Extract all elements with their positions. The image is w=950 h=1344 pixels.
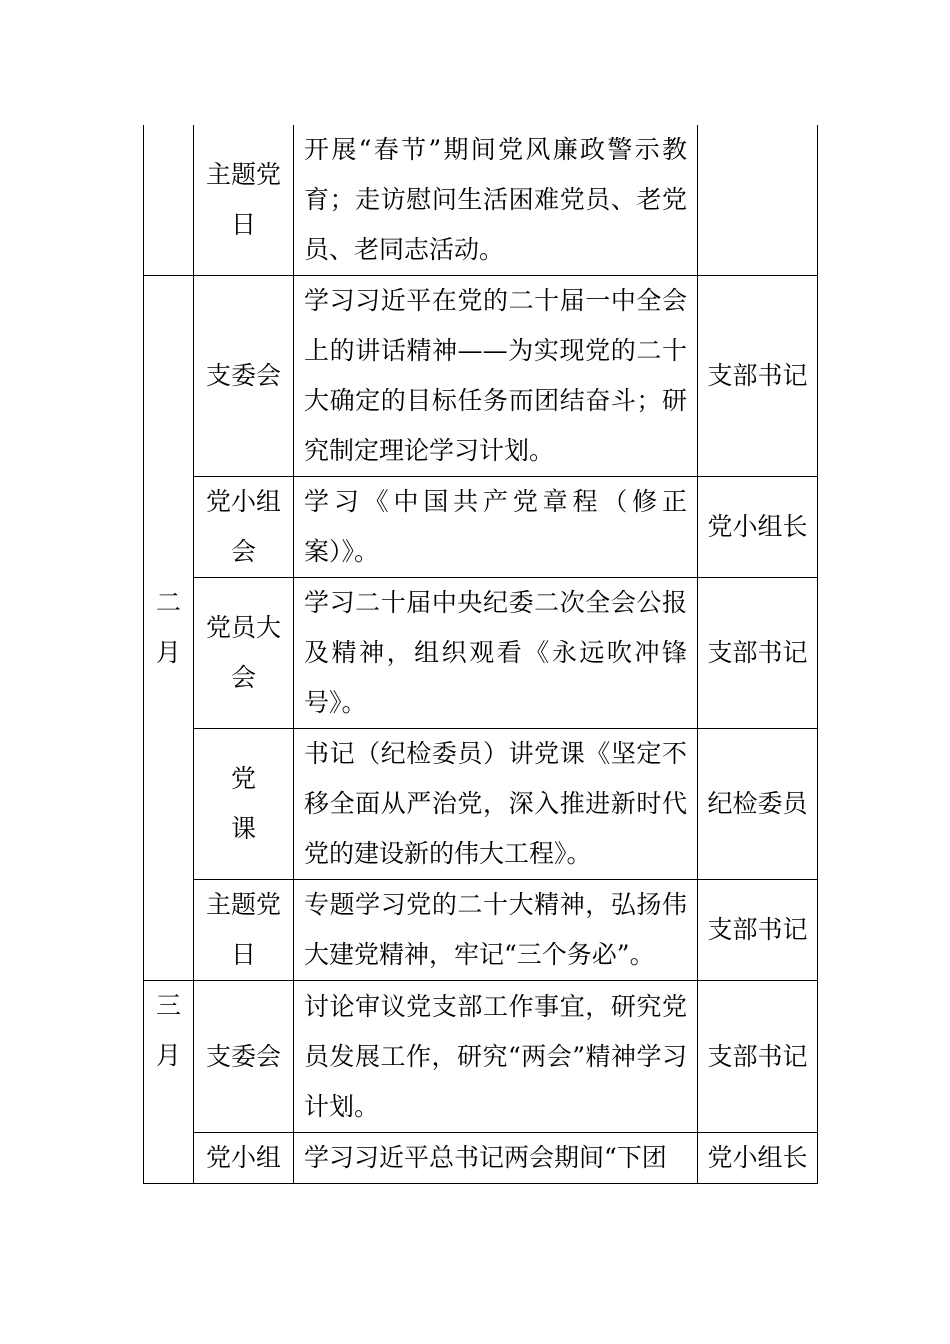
table-row <box>144 1133 818 1184</box>
content-cell: 专题学习党的二十大精神，弘扬伟大建党精神，牢记“三个务必”。 <box>294 880 698 981</box>
meeting-type-cell: 支委会 <box>194 981 294 1133</box>
meeting-type-cell: 党 课 <box>194 729 294 880</box>
content-cell: 讨论审议党支部工作事宜，研究党员发展工作，研究“两会”精神学习计划。 <box>294 981 698 1133</box>
meeting-type-cell: 支委会 <box>194 276 294 477</box>
table-row <box>144 729 818 880</box>
content-cell: 学习习近平在党的二十届一中全会上的讲话精神——为实现党的二十大确定的目标任务而团结奋斗；研究制定理论学习计划。 <box>294 276 698 477</box>
meeting-type-cell: 主题党日 <box>194 125 294 276</box>
content-cell <box>294 1133 698 1184</box>
owner-cell: 纪检委员 <box>698 729 818 880</box>
meeting-type-cell: 党小组 <box>194 1133 294 1184</box>
owner-cell: 党小组长 <box>698 1133 818 1184</box>
table-row <box>144 578 818 729</box>
meeting-type-cell: 党员大会 <box>194 578 294 729</box>
owner-cell: 支部书记 <box>698 276 818 477</box>
owner-cell: 支部书记 <box>698 981 818 1133</box>
meeting-type-cell: 党小组会 <box>194 477 294 578</box>
document-page <box>143 125 818 1184</box>
month-cell-empty <box>144 125 194 276</box>
content-text: 学习习近平总书记两会期间“下团 <box>304 1143 667 1172</box>
owner-cell: 支部书记 <box>698 880 818 981</box>
month-cell: 三月 <box>144 981 194 1184</box>
owner-cell: 党小组长 <box>698 477 818 578</box>
table-row <box>144 477 818 578</box>
table-row <box>144 276 818 477</box>
meeting-type-cell: 主题党日 <box>194 880 294 981</box>
table-row <box>144 981 818 1133</box>
table-row <box>144 880 818 981</box>
content-cell: 学习二十届中央纪委二次全会公报及精神，组织观看《永远吹冲锋号》。 <box>294 578 698 729</box>
content-cell: 学习《中国共产党章程（修正案）》。 <box>294 477 698 578</box>
month-cell: 二月 <box>144 276 194 981</box>
content-cell: 书记（纪检委员）讲党课《坚定不移全面从严治党，深入推进新时代党的建设新的伟大工程》。 <box>294 729 698 880</box>
table-row <box>144 125 818 276</box>
owner-cell: 支部书记 <box>698 578 818 729</box>
activity-schedule-table <box>143 125 818 1184</box>
content-cell: 开展“春节”期间党风廉政警示教育；走访慰问生活困难党员、老党员、老同志活动。 <box>294 125 698 276</box>
owner-cell-empty <box>698 125 818 276</box>
